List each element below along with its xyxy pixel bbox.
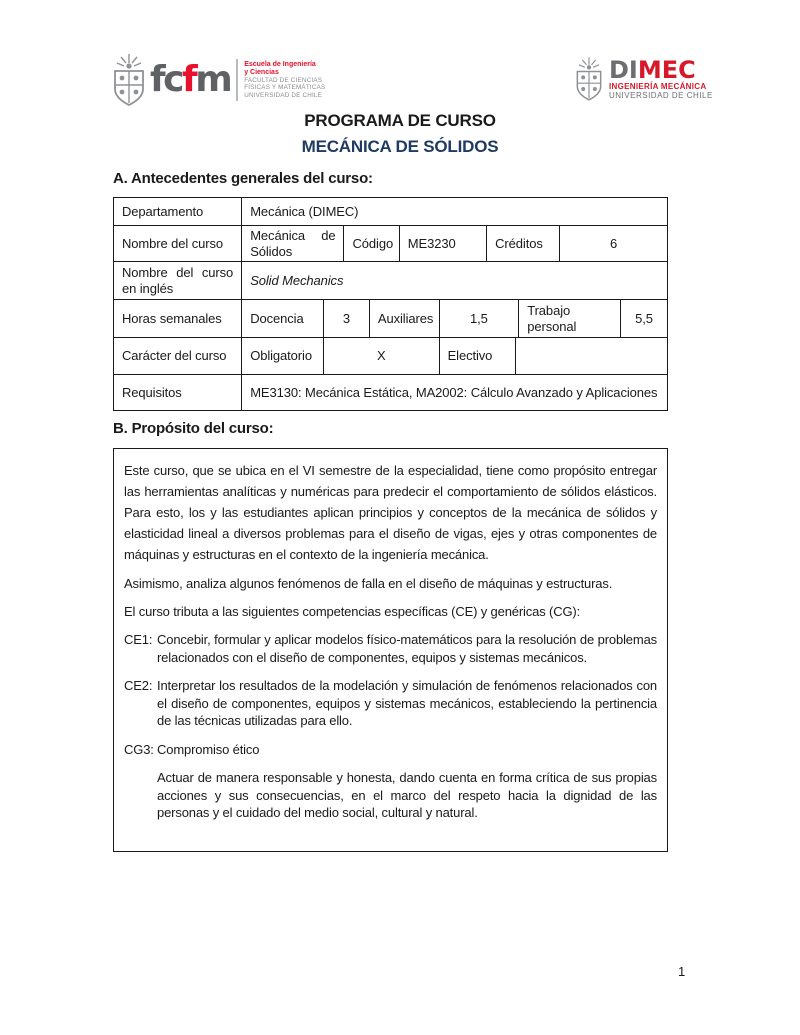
competency-ce2-text: Interpretar los resultados de la modelación y simulación de fenómenos relacionados con el diseño de componentes, equipos y sistemas mecánicos, estableciendo la pertinencia de las técnicas utilizadas para ello. xyxy=(157,678,657,728)
table-row-caracter xyxy=(114,337,667,374)
obligatorio-mark: X xyxy=(323,338,439,374)
competency-cg3-text: Compromiso ético xyxy=(157,741,260,757)
dimec-university-line: UNIVERSIDAD DE CHILE xyxy=(609,91,713,100)
fcfm-faculty-line: FÍSICAS Y MATEMÁTICAS xyxy=(244,84,326,92)
table-row-departamento xyxy=(114,198,667,225)
competency-cg3-code: CG3: xyxy=(124,741,154,757)
departamento-value: Mecánica (DIMEC) xyxy=(241,198,667,225)
university-shield-icon xyxy=(111,54,147,106)
competency-ce1-code: CE1: xyxy=(124,632,153,647)
electivo-mark xyxy=(515,338,667,374)
competency-ce2 xyxy=(124,677,657,730)
competency-ce2-code: CE2: xyxy=(124,678,153,693)
horas-label: Horas semanales xyxy=(122,310,222,326)
table-row-nombre-curso xyxy=(114,225,667,261)
fcfm-faculty-line: UNIVERSIDAD DE CHILE xyxy=(244,91,323,99)
creditos-value: 6 xyxy=(559,226,667,261)
auxiliares-value: 1,5 xyxy=(439,300,519,337)
fcfm-wordmark: fcfm xyxy=(150,59,231,100)
purpose-fallas-paragraph: Asimismo, analiza algunos fenómenos de falla en el diseño de máquinas y estructuras. xyxy=(124,576,613,591)
docencia-value: 3 xyxy=(323,300,369,337)
document-subtitle: MECÁNICA DE SÓLIDOS xyxy=(301,137,499,156)
nombre-curso-value: Mecánica de Sólidos xyxy=(241,226,343,261)
logo-divider xyxy=(236,59,238,101)
course-info-table xyxy=(113,197,668,411)
dimec-wordmark: DIMEC xyxy=(609,55,696,84)
codigo-label: Código xyxy=(343,226,398,261)
purpose-tributa-paragraph: El curso tributa a las siguientes competencias específicas (CE) y genéricas (CG): xyxy=(124,604,581,619)
fcfm-logo-text xyxy=(244,61,325,100)
auxiliares-label: Auxiliares xyxy=(369,300,439,337)
dimec-department-line: INGENIERÍA MECÁNICA xyxy=(609,81,707,91)
dimec-logo xyxy=(574,52,713,106)
fcfm-school-line: Escuela de Ingeniería xyxy=(244,60,316,68)
departamento-label: Departamento xyxy=(122,203,204,219)
dimec-logo-text xyxy=(609,55,713,101)
requisitos-value: ME3130: Mecánica Estática, MA2002: Cálculo Avanzado y Aplicaciones xyxy=(241,375,667,410)
title-block xyxy=(0,111,800,157)
electivo-label: Electivo xyxy=(439,338,516,374)
competency-cg3-description: Actuar de manera responsable y honesta, dando cuenta en forma crítica de sus propias acciones y sus consecuencias, en el marco del respeto hacia la dignidad de las personas y el cuidado del medio social, cultural y natural. xyxy=(157,770,657,820)
obligatorio-label: Obligatorio xyxy=(241,338,323,374)
codigo-value: ME3230 xyxy=(399,226,486,261)
fcfm-school-line: y Ciencias xyxy=(244,68,279,76)
course-purpose-box xyxy=(113,448,668,852)
university-shield-icon xyxy=(574,53,604,105)
table-row-horas xyxy=(114,299,667,337)
fcfm-faculty-line: FACULTAD DE CIENCIAS xyxy=(244,76,323,84)
creditos-label: Créditos xyxy=(486,226,559,261)
competency-cg3 xyxy=(124,741,657,759)
document-title: PROGRAMA DE CURSO xyxy=(304,111,496,130)
table-row-requisitos xyxy=(114,374,667,410)
caracter-label: Carácter del curso xyxy=(122,348,227,363)
page-number: 1 xyxy=(678,964,686,979)
competency-ce1-text: Concebir, formular y aplicar modelos físico-matemáticos para la resolución de problemas relacionados con el diseño de componentes, equipos y sistemas mecánicos. xyxy=(157,632,657,665)
table-row-nombre-ingles xyxy=(114,261,667,299)
fcfm-logo xyxy=(111,54,325,106)
requisitos-label: Requisitos xyxy=(122,384,182,400)
section-a-heading: A. Antecedentes generales del curso: xyxy=(113,170,373,187)
section-b-heading: B. Propósito del curso: xyxy=(113,420,274,437)
docencia-label: Docencia xyxy=(241,300,323,337)
competency-ce1 xyxy=(124,631,657,666)
trabajo-personal-label: Trabajo personal xyxy=(518,300,620,337)
purpose-intro-paragraph: Este curso, que se ubica en el VI semestre de la especialidad, tiene como propósito entregar las herramientas analíticas y numéricas para predecir el comportamiento de sólidos elásticos. Para esto, los y las estudiantes aplican principios y conceptos de la mecánica de sólidos y elasticidad lineal a diversos problemas para el diseño de vigas, ejes y otras componentes de máquinas y estructuras en el contexto de la ingeniería mecánica. xyxy=(124,463,657,562)
nombre-curso-label: Nombre del curso xyxy=(122,235,223,251)
nombre-ingles-label: Nombre del curso en inglés xyxy=(122,264,234,296)
trabajo-personal-value: 5,5 xyxy=(620,300,667,337)
nombre-ingles-value: Solid Mechanics xyxy=(241,262,667,299)
